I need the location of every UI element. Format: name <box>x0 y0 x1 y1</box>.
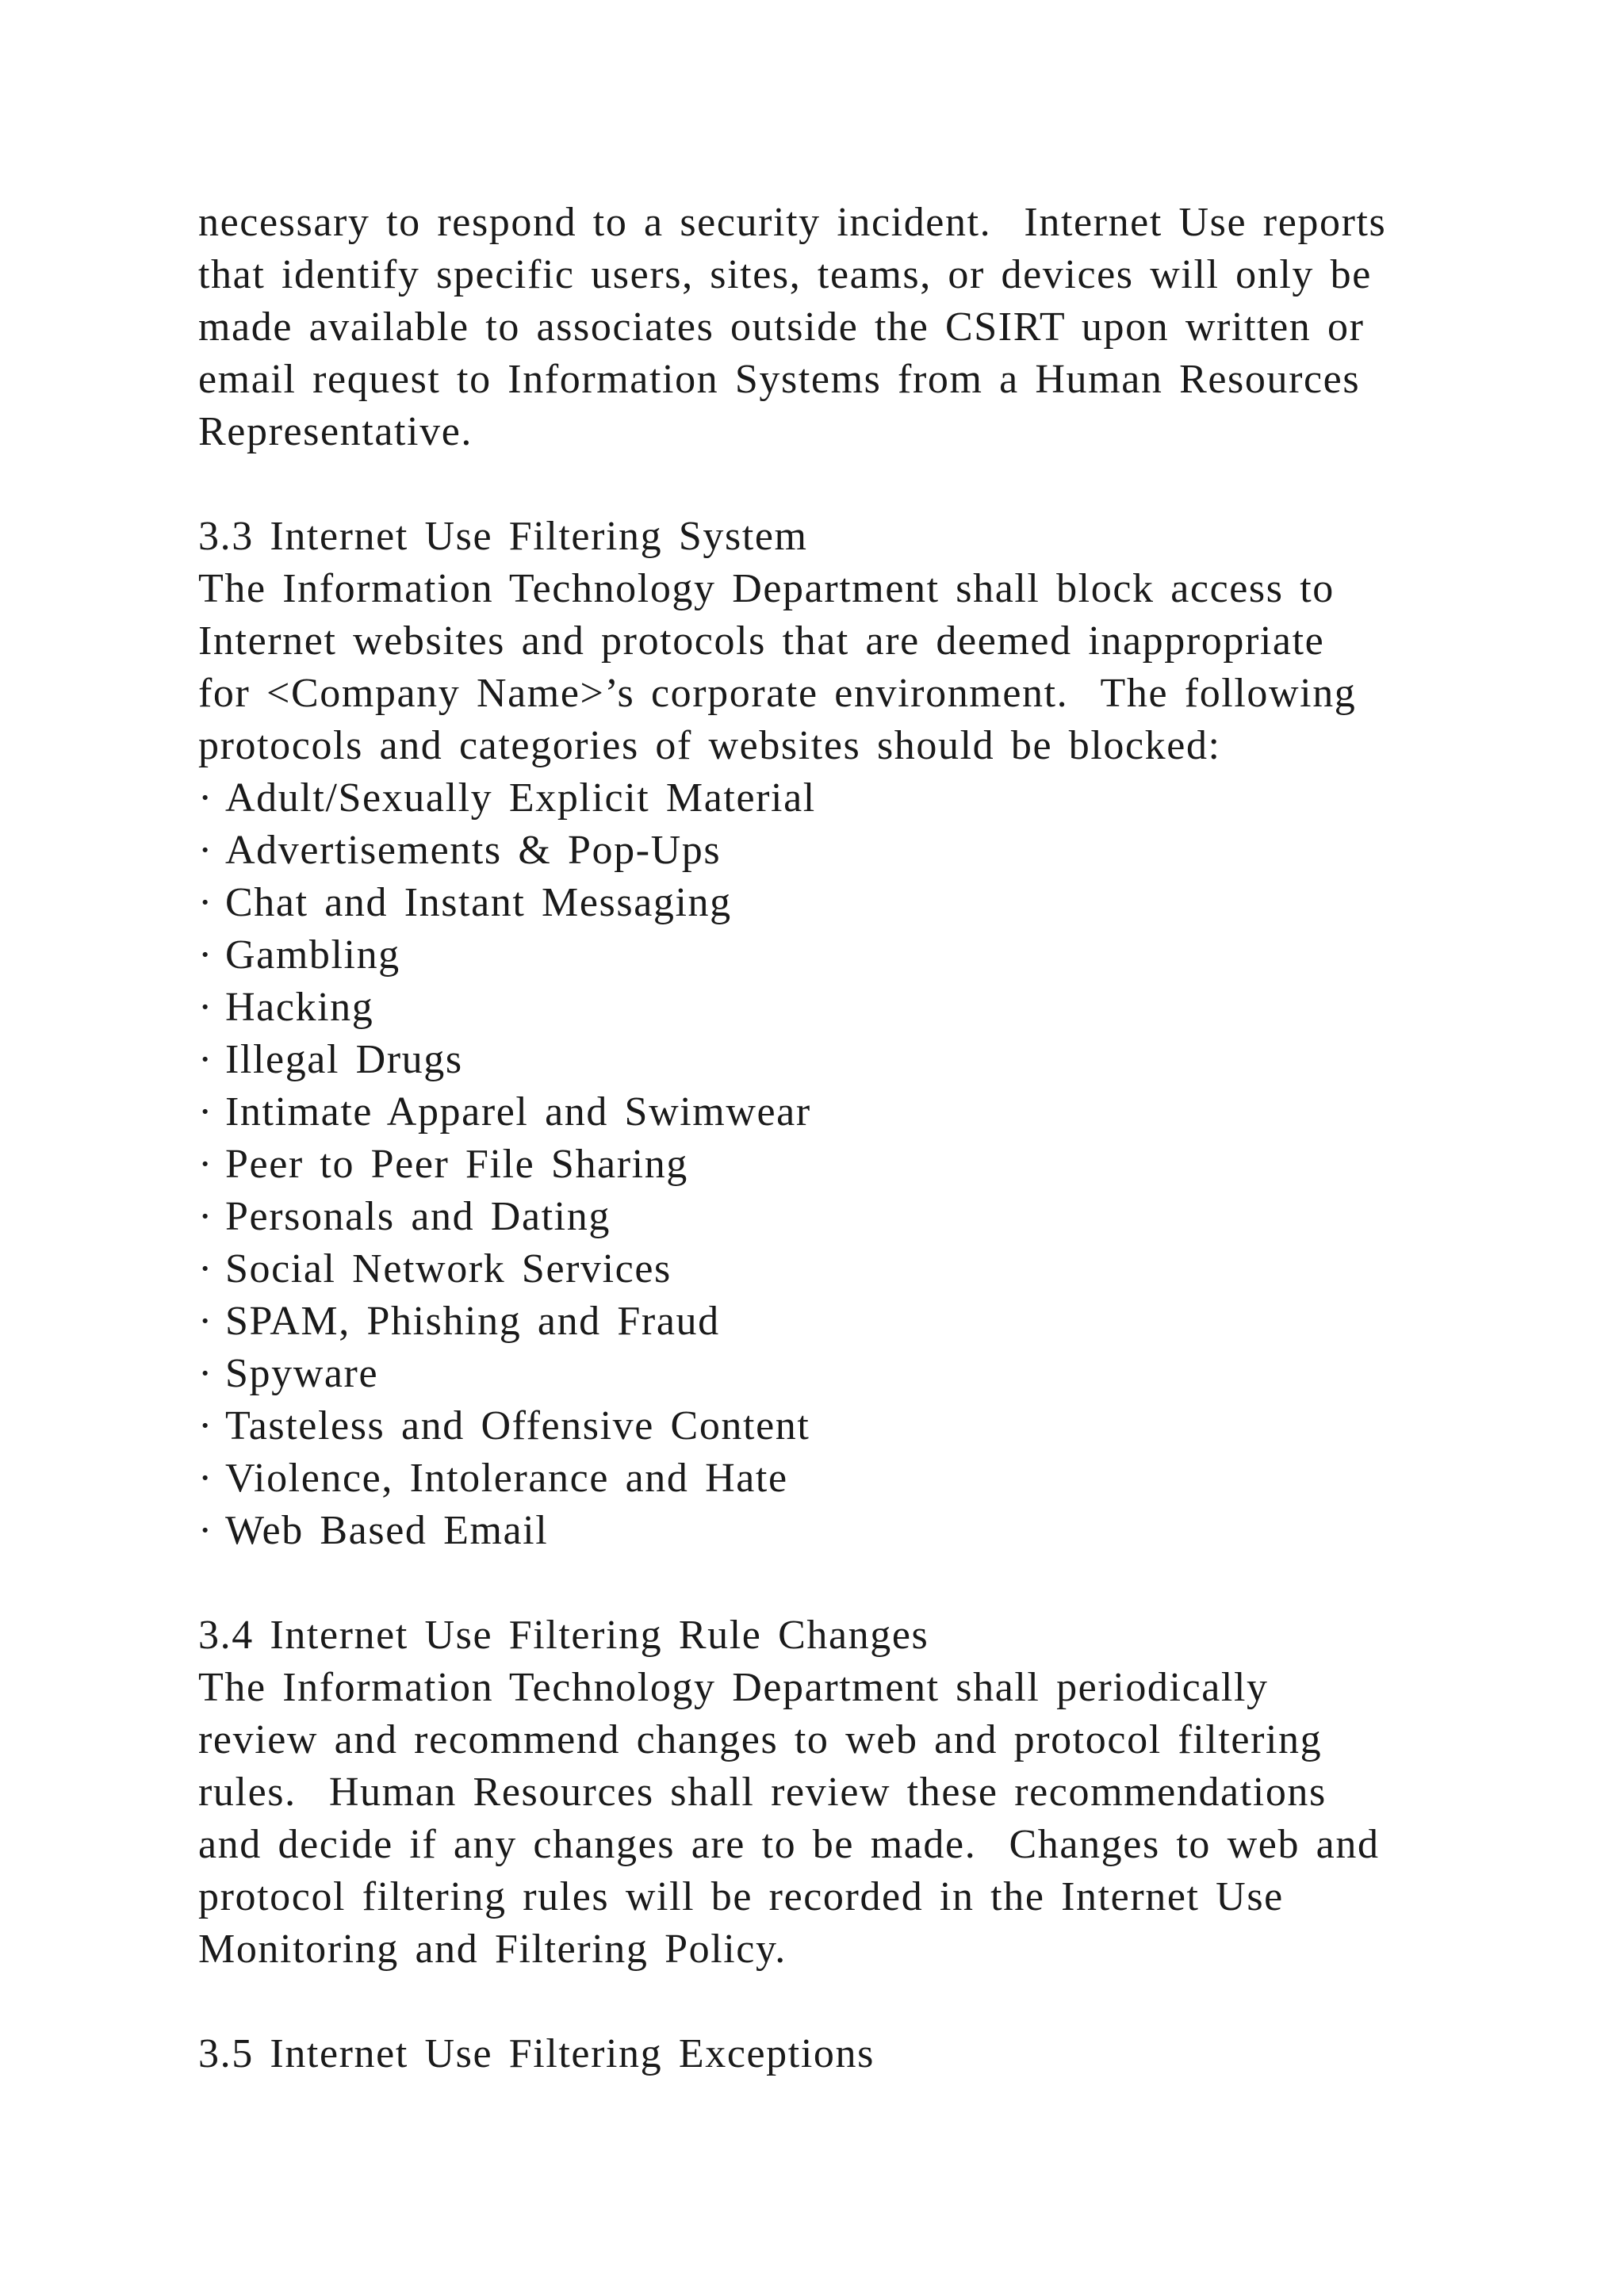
bullet-icon: · <box>198 1299 213 1344</box>
section-heading: 3.4 Internet Use Filtering Rule Changes <box>198 1613 929 1658</box>
list-item-text: Chat and Instant Messaging <box>225 880 732 925</box>
list-item-text: Personals and Dating <box>225 1194 611 1239</box>
text-line: Monitoring and Filtering Policy. <box>198 1927 787 1972</box>
text-line: that identify specific users, sites, teams, or devices will only be <box>198 252 1372 297</box>
text-line: review and recommend changes to web and protocol filtering <box>198 1717 1323 1762</box>
text-line: protocol filtering rules will be recorded in the Internet Use <box>198 1874 1284 1919</box>
paragraph-gap <box>198 1976 1467 2028</box>
bullet-icon: · <box>198 1456 213 1501</box>
list-item-text: Violence, Intolerance and Hate <box>225 1456 788 1501</box>
document-body <box>198 197 1467 2080</box>
text-line: made available to associates outside the CSIRT upon written or <box>198 304 1365 350</box>
list-item <box>198 1400 1467 1452</box>
list-item <box>198 1505 1467 1557</box>
list-item-text: Adult/Sexually Explicit Material <box>225 775 816 821</box>
bullet-icon: · <box>198 1194 213 1239</box>
bullet-icon: · <box>198 985 213 1030</box>
list-item-text: Spyware <box>225 1351 379 1396</box>
paragraph-gap <box>198 458 1467 511</box>
bullet-icon: · <box>198 1508 213 1553</box>
list-item <box>198 1138 1467 1191</box>
text-line: necessary to respond to a security incident. Internet Use reports <box>198 200 1387 245</box>
intro-paragraph <box>198 197 1467 458</box>
list-item-text: Tasteless and Offensive Content <box>225 1403 810 1448</box>
list-item-text: Peer to Peer File Sharing <box>225 1142 688 1187</box>
bullet-icon: · <box>198 1246 213 1292</box>
list-item-text: Web Based Email <box>225 1508 549 1553</box>
bullet-icon: · <box>198 932 213 978</box>
list-item-text: SPAM, Phishing and Fraud <box>225 1299 720 1344</box>
section-3-4 <box>198 1609 1467 1976</box>
list-item <box>198 1191 1467 1243</box>
list-item <box>198 825 1467 877</box>
text-line: The Information Technology Department shall block access to <box>198 566 1335 611</box>
bullet-icon: · <box>198 828 213 873</box>
list-item <box>198 1243 1467 1295</box>
list-item-text: Advertisements & Pop-Ups <box>225 828 722 873</box>
list-item <box>198 1034 1467 1086</box>
text-line: Internet websites and protocols that are deemed inappropriate <box>198 618 1325 664</box>
bullet-icon: · <box>198 1351 213 1396</box>
list-item <box>198 1348 1467 1400</box>
bullet-icon: · <box>198 1089 213 1135</box>
list-item <box>198 929 1467 982</box>
list-item <box>198 877 1467 929</box>
text-line: Representative. <box>198 409 473 454</box>
text-line: The Information Technology Department shall periodically <box>198 1665 1269 1710</box>
list-item <box>198 1452 1467 1505</box>
text-line: and decide if any changes are to be made. Changes to web and <box>198 1822 1380 1867</box>
bullet-icon: · <box>198 1037 213 1082</box>
bullet-icon: · <box>198 1403 213 1448</box>
list-item <box>198 1086 1467 1138</box>
paragraph-gap <box>198 1557 1467 1609</box>
list-item-text: Illegal Drugs <box>225 1037 463 1082</box>
text-line: rules. Human Resources shall review these recommendations <box>198 1770 1327 1815</box>
list-item <box>198 982 1467 1034</box>
section-3-3 <box>198 511 1467 1557</box>
section-heading: 3.5 Internet Use Filtering Exceptions <box>198 2031 875 2076</box>
blocked-categories-list <box>198 772 1467 1557</box>
list-item-text: Intimate Apparel and Swimwear <box>225 1089 811 1135</box>
text-line: protocols and categories of websites should be blocked: <box>198 723 1221 768</box>
bullet-icon: · <box>198 775 213 821</box>
bullet-icon: · <box>198 1142 213 1187</box>
list-item-text: Gambling <box>225 932 400 978</box>
list-item-text: Social Network Services <box>225 1246 672 1292</box>
section-3-5 <box>198 2028 1467 2080</box>
text-line: email request to Information Systems from a Human Resources <box>198 357 1361 402</box>
list-item <box>198 772 1467 825</box>
list-item-text: Hacking <box>225 985 374 1030</box>
section-heading: 3.3 Internet Use Filtering System <box>198 514 808 559</box>
text-line: for <Company Name>’s corporate environment. The following <box>198 671 1357 716</box>
list-item <box>198 1295 1467 1348</box>
bullet-icon: · <box>198 880 213 925</box>
